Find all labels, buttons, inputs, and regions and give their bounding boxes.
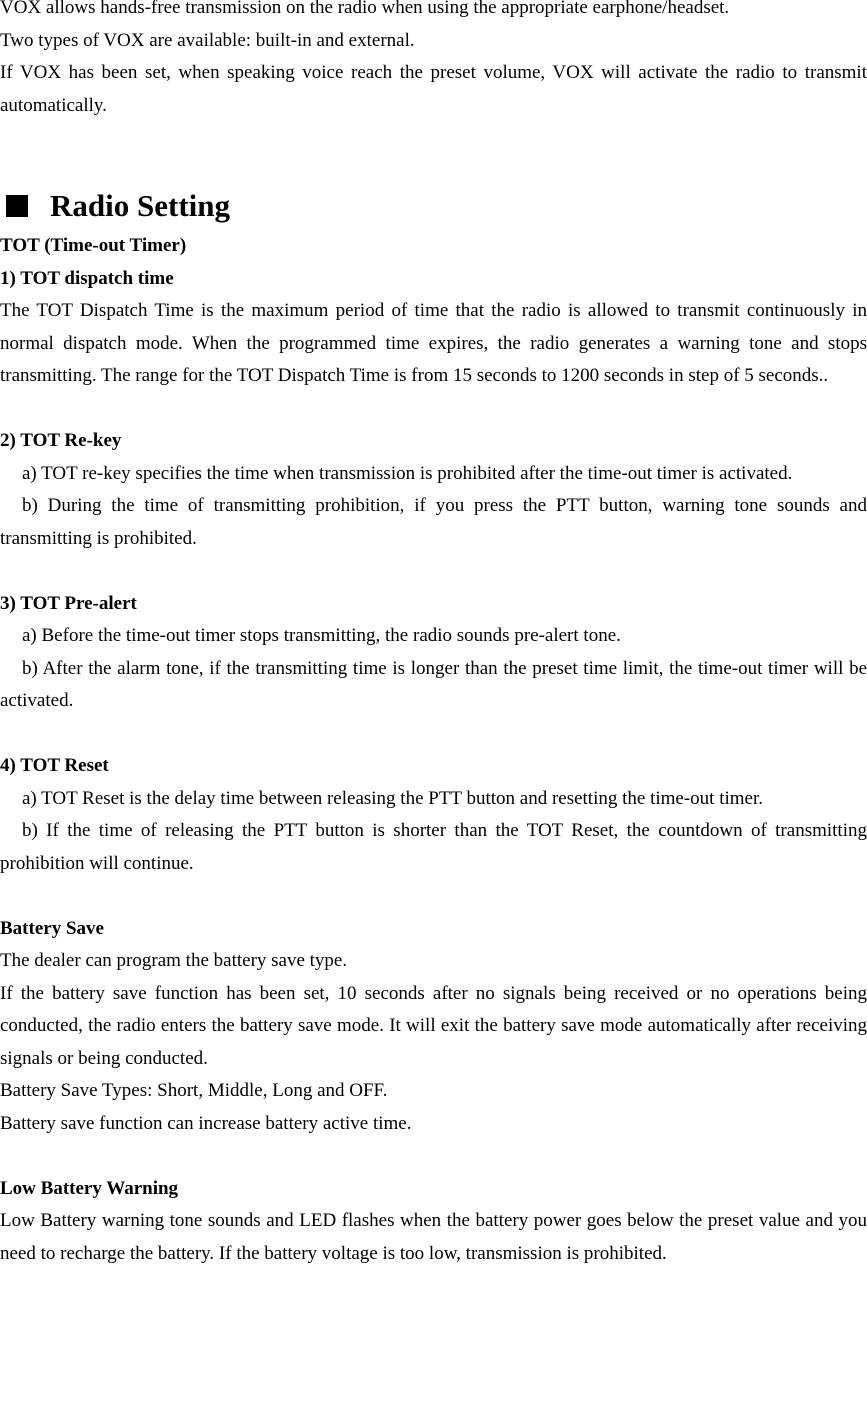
- tot-reset-heading: 4) TOT Reset: [0, 755, 109, 776]
- tot-reset-b: b) If the time of releasing the PTT button is shorter than the TOT Reset, the countdown of transmitting prohibition will continue.: [0, 820, 867, 874]
- spacer: [0, 718, 867, 751]
- tot-prealert-a: a) Before the time-out timer stops transmitting, the radio sounds pre-alert tone.: [22, 625, 621, 646]
- tot-prealert-heading: 3) TOT Pre-alert: [0, 592, 137, 614]
- tot-reset-a: a) TOT Reset is the delay time between releasing the PTT button and resetting the time-out timer.: [22, 787, 763, 809]
- battery-save-types: Battery Save Types: Short, Middle, Long and OFF.: [0, 1080, 388, 1101]
- spacer: [0, 122, 867, 186]
- battery-save-line1: The dealer can program the battery save type.: [0, 950, 348, 971]
- battery-save-heading: Battery Save: [0, 917, 104, 939]
- spacer: [0, 393, 867, 426]
- low-battery-heading: Low Battery Warning: [0, 1177, 179, 1199]
- tot-dispatch-heading: 1) TOT dispatch time: [0, 267, 174, 289]
- vox-intro-line1: VOX allows hands-free transmission on the radio when using the appropriate earphone/headset.: [0, 0, 730, 18]
- low-battery-text: Low Battery warning tone sounds and LED flashes when the battery power goes below the preset value and you need to recharge the battery. If the battery voltage is too low, transmission is prohibited.: [0, 1210, 867, 1264]
- spacer: [0, 880, 867, 913]
- battery-save-paragraph: If the battery save function has been set, 10 seconds after no signals being received or no operations being conducted, the radio enters the battery save mode. It will exit the battery save mode automatically after receiving signals or being conducted.: [0, 982, 867, 1069]
- tot-rekey-b: b) During the time of transmitting prohibition, if you press the PTT button, warning tone sounds and transmitting is prohibited.: [0, 495, 867, 549]
- vox-intro-paragraph: If VOX has been set, when speaking voice reach the preset volume, VOX will activate the radio to transmit automatically.: [0, 62, 867, 116]
- tot-rekey-heading: 2) TOT Re-key: [0, 430, 122, 451]
- battery-save-note: Battery save function can increase battery active time.: [0, 1112, 412, 1134]
- spacer: [0, 555, 867, 588]
- spacer: [0, 1140, 867, 1173]
- tot-rekey-a: a) TOT re-key specifies the time when transmission is prohibited after the time-out timer is activated.: [22, 462, 793, 484]
- tot-dispatch-text: The TOT Dispatch Time is the maximum period of time that the radio is allowed to transmit continuously in normal dispatch mode. When the programmed time expires, the radio generates a warning tone and stops transmitting. The range for the TOT Dispatch Time is from 15 seconds to 1200 seconds in step of 5 seconds..: [0, 300, 867, 386]
- section-title: Radio Setting: [50, 188, 230, 223]
- black-square-icon: [6, 195, 28, 217]
- section-heading: [0, 186, 867, 226]
- tot-heading: TOT (Time-out Timer): [0, 235, 187, 256]
- vox-intro-line2: Two types of VOX are available: built-in and external.: [0, 29, 415, 51]
- tot-prealert-b: b) After the alarm tone, if the transmitting time is longer than the preset time limit, the time-out timer will be activated.: [0, 657, 867, 711]
